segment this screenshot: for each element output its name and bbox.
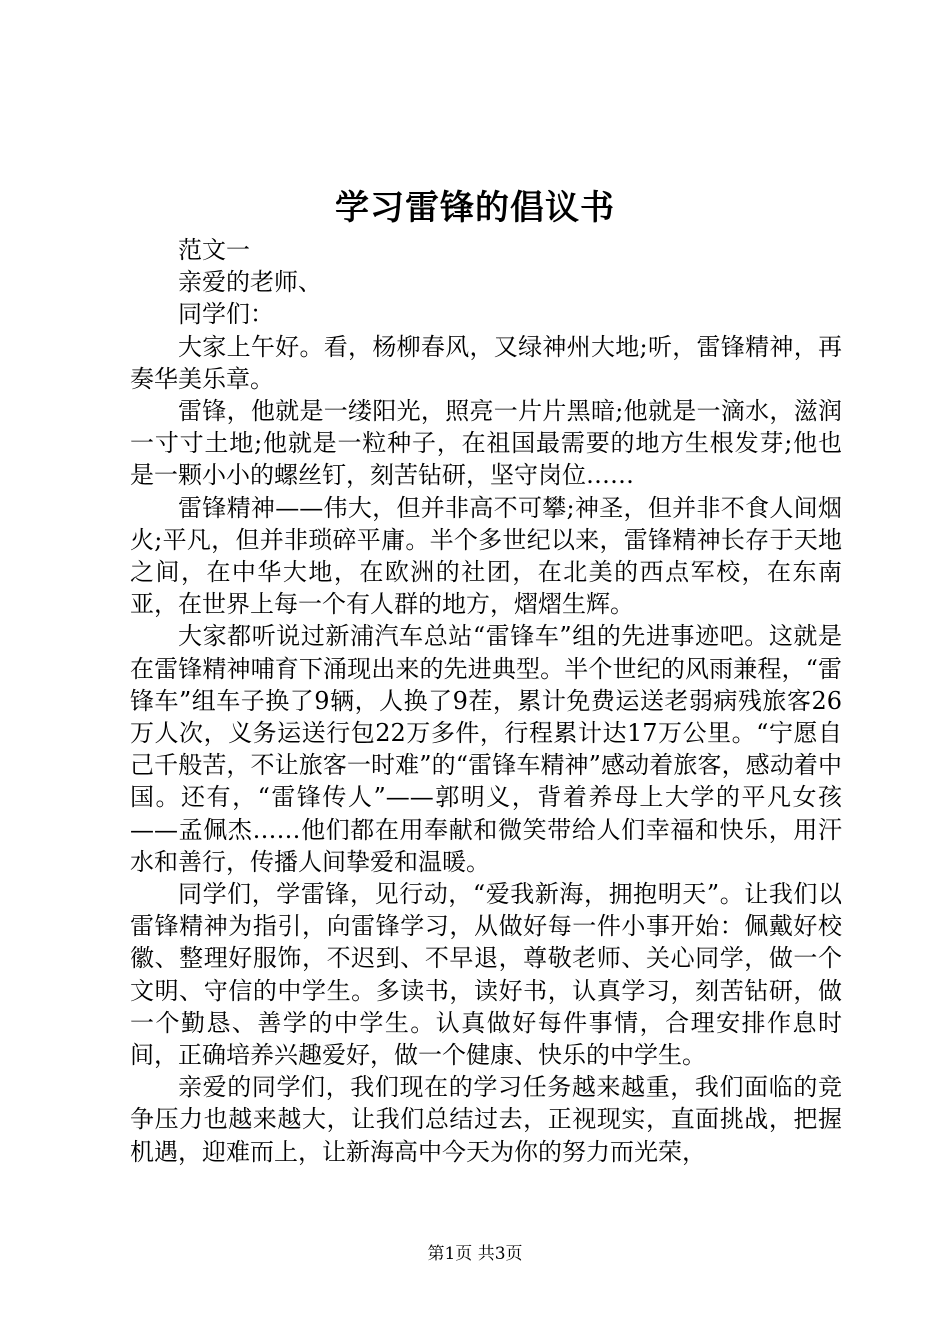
paragraph: 雷锋精神——伟大，但并非高不可攀;神圣，但并非不食人间烟火;平凡，但并非琐碎平庸。半个多世纪以来，雷锋精神长存于天地之间，在中华大地，在欧洲的社团，在北美的西点军校，在东南亚，在世界上每一个有人群的地方，熠熠生辉。 xyxy=(130,493,842,619)
document-body xyxy=(130,234,842,1168)
paragraph-label: 范文一 xyxy=(178,236,250,264)
salutation-line-1: 亲爱的老师、 xyxy=(178,268,322,297)
page-number-footer: 第1页 共3页 xyxy=(427,1244,523,1264)
document-title: 学习雷锋的倡议书 xyxy=(335,188,615,228)
paragraph: 雷锋，他就是一缕阳光，照亮一片片黑暗;他就是一滴水，滋润一寸寸土地;他就是一粒种子，在祖国最需要的地方生根发芽;他也是一颗小小的螺丝钉，刻苦钻研，坚守岗位…… xyxy=(130,397,842,490)
salutation-line-2: 同学们： xyxy=(178,300,274,329)
paragraph: 亲爱的同学们，我们现在的学习任务越来越重，我们面临的竞争压力也越来越大，让我们总结过去，正视现实，直面挑战，把握机遇，迎难而上，让新海高中今天为你的努力而光荣， xyxy=(130,1073,842,1166)
paragraph: 大家都听说过新浦汽车总站“雷锋车”组的先进事迹吧。这就是在雷锋精神哺育下涌现出来的先进典型。半个世纪的风雨兼程，“雷锋车”组车子换了9辆，人换了9茬，累计免费运送老弱病残旅客26万人次，义务运送行包22万多件，行程累计达17万公里。“宁愿自己千般苦，不让旅客一时难”的“雷锋车精神”感动着旅客，感动着中国。还有，“雷锋传人”——郭明义，背着养母上大学的平凡女孩——孟佩杰……他们都在用奉献和微笑带给人们幸福和快乐，用汗水和善行，传播人间挚爱和温暖。 xyxy=(130,622,842,876)
paragraph: 大家上午好。看，杨柳春风，又绿神州大地;听，雷锋精神，再奏华美乐章。 xyxy=(130,332,842,393)
paragraph: 同学们，学雷锋，见行动，“爱我新海，拥抱明天”。让我们以雷锋精神为指引，向雷锋学习，从做好每一件小事开始：佩戴好校徽、整理好服饰，不迟到、不早退，尊敬老师、关心同学，做一个文明、守信的中学生。多读书，读好书，认真学习，刻苦钻研，做一个勤恳、善学的中学生。认真做好每件事情，合理安排作息时间，正确培养兴趣爱好，做一个健康、快乐的中学生。 xyxy=(130,880,842,1070)
